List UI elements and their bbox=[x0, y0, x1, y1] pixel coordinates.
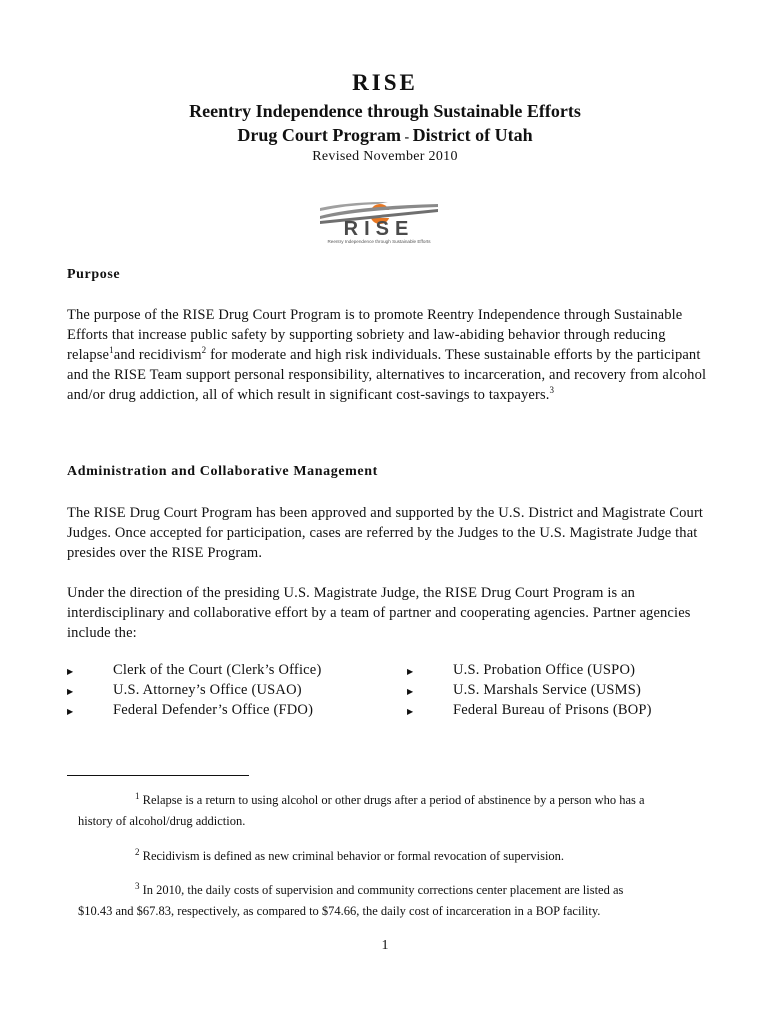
program-separator: - bbox=[400, 130, 413, 145]
administration-heading: Administration and Collaborative Management bbox=[67, 464, 378, 479]
administration-paragraph-2: Under the direction of the presiding U.S. Magistrate Judge, the RISE Drug Court Program is an interdisciplinary and collaborative effort by a team of partner and cooperating agencies. Partner agencies include the: bbox=[67, 585, 691, 641]
footnote-divider bbox=[67, 775, 249, 776]
footnote-ref-1: 1 bbox=[109, 345, 114, 356]
bullet-icon: ▶ bbox=[407, 667, 414, 676]
list-item: ▶ Federal Defender’s Office (FDO) ▶ Federal Bureau of Prisons (BOP) bbox=[67, 702, 652, 718]
bullet-icon: ▶ bbox=[67, 687, 74, 696]
page-number: 1 bbox=[381, 938, 389, 953]
footnote-ref-2: 2 bbox=[201, 345, 207, 356]
list-item: ▶ Clerk of the Court (Clerk’s Office) ▶ U.S. Probation Office (USPO) bbox=[67, 662, 636, 678]
program-name: Drug Court Program bbox=[237, 125, 401, 145]
bullet-icon: ▶ bbox=[407, 687, 414, 696]
bullet-icon: ▶ bbox=[67, 667, 74, 676]
bullet-icon: ▶ bbox=[67, 707, 74, 716]
doc-program-line bbox=[0, 125, 770, 146]
doc-full-name: Reentry Independence through Sustainable Efforts bbox=[189, 101, 581, 121]
revision-date: Revised November 2010 bbox=[312, 149, 458, 164]
footnote-ref-3: 3 bbox=[549, 385, 555, 396]
administration-paragraph-1: The RISE Drug Court Program has been approved and supported by the U.S. District and Magistrate Court Judges. Once accepted for participation, cases are referred by the Judges to the U.S. Magistrate Judge that presides over the RISE Program. bbox=[67, 505, 704, 561]
logo-tagline: Reentry Independence through Sustainable Efforts bbox=[327, 239, 431, 244]
footnote-3: $^3$ In 2010, the daily costs of supervision and community corrections center placement are listed as $10.43 and $67.83, respectively, as compared to $74.66, the daily cost of incarceration in a BOP facility. bbox=[78, 880, 624, 918]
doc-acronym-title: RISE bbox=[352, 70, 418, 95]
purpose-heading: Purpose bbox=[67, 267, 121, 282]
rise-logo bbox=[318, 190, 440, 246]
list-item: ▶ U.S. Attorney’s Office (USAO) ▶ U.S. Marshals Service (USMS) bbox=[67, 682, 642, 698]
logo-wordmark: RISE bbox=[343, 218, 415, 240]
partner-agencies-list bbox=[67, 662, 707, 722]
purpose-paragraph: The purpose of the RISE Drug Court Program is to promote Reentry Independence through Sustainable Efforts that increase public safety by supporting sobriety and law-abiding behavior through reducing relapse$^1$and recidivism$^2$ for moderate and high risk individuals. These sustainable efforts by the participant and the RISE Team support personal responsibility, alternatives to incarceration, and recovery from alcohol and/or drug addiction, all of which result in significant cost-savings to taxpayers.$^3$ bbox=[67, 307, 707, 403]
footnote-2: $^2$ Recidivism is defined as new criminal behavior or formal revocation of supervision. bbox=[135, 846, 565, 863]
bullet-icon: ▶ bbox=[407, 707, 414, 716]
district-name: District of Utah bbox=[412, 125, 533, 145]
footnote-1: $^1$ Relapse is a return to using alcohol or other drugs after a period of abstinence by a person who has a history of alcohol/drug addiction. bbox=[78, 790, 645, 828]
